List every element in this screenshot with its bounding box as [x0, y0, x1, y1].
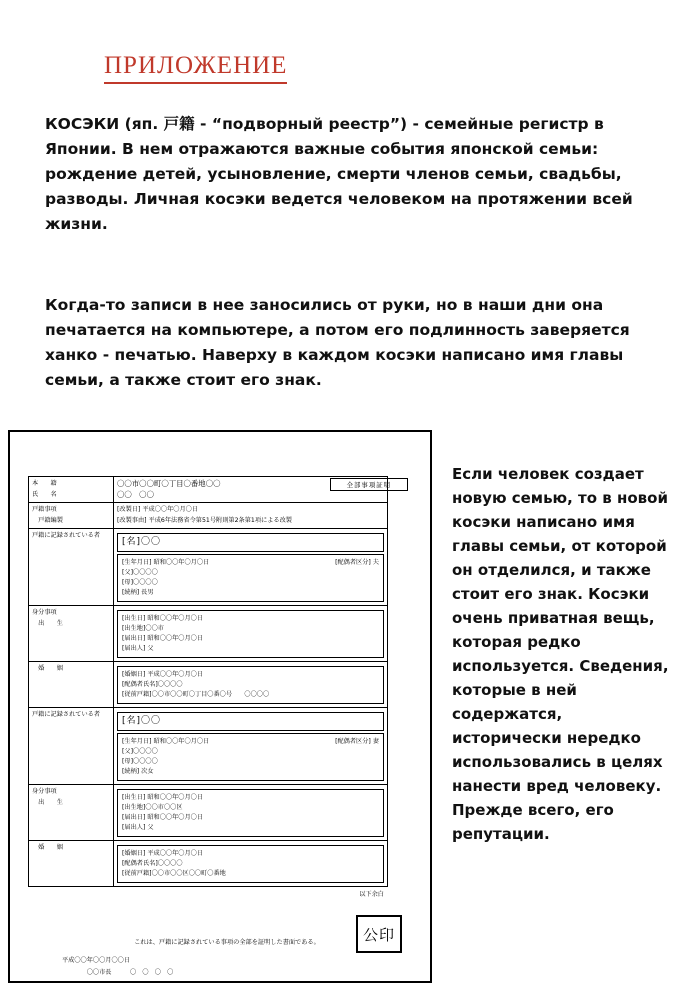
- detail-line: [婚姻日] 平成〇〇年〇月〇日: [122, 850, 204, 857]
- person-name-box: [117, 712, 384, 731]
- detail-box: [117, 789, 384, 837]
- row-label-line: 戸籍編製: [32, 516, 63, 524]
- detail-line: [出生日] 昭和〇〇年〇月〇日: [122, 794, 204, 801]
- row-value: [114, 606, 388, 662]
- row-value: [114, 477, 388, 503]
- detail-right: [配偶者区分] 妻: [335, 738, 379, 745]
- detail-line: [届出人] 父: [122, 824, 154, 831]
- table-row: [29, 529, 388, 606]
- detail-line: [父]〇〇〇〇: [122, 569, 158, 576]
- detail-line: [生年月日] 昭和〇〇年〇月〇日: [122, 559, 210, 566]
- row-label-line: 出 生: [32, 619, 63, 627]
- row-label: [29, 785, 114, 841]
- row-label-line: 婚 姻: [32, 844, 63, 851]
- row-label-line: 出 生: [32, 798, 63, 806]
- table-row: [29, 606, 388, 662]
- row-label-line: 戸籍事項: [32, 506, 57, 513]
- table-row: [29, 662, 388, 708]
- person-name: [名]〇〇: [122, 537, 162, 547]
- table-row: [29, 477, 388, 503]
- detail-line: [届出日] 昭和〇〇年〇月〇日: [122, 814, 204, 821]
- detail-box: [117, 666, 384, 704]
- detail-row: [122, 737, 379, 747]
- detail-line: [続柄] 長男: [122, 589, 154, 596]
- second-paragraph: Когда-то записи в нее заносились от руки, но в наши дни она печатается на компьютере, а потом его подлинность заверяется ханко - печатью. Наверху в каждом косэки написано имя главы семьи, а также стоит его знак.: [45, 296, 630, 389]
- row-value-line: [改製事由] 平成6年法務省令第51号附則第2条第1項による改製: [117, 516, 292, 524]
- person-name-box: [117, 533, 384, 552]
- row-label: [29, 662, 114, 708]
- intro-paragraph: КОСЭКИ (яп. 戸籍 - “подворный реестр”) - семейные регистр в Японии. В нем отражаются важные события японской семьи: рождение детей, усыновление, смерти членов семьи, свадьбы, разводы. Личная косэки ведется человеком на протяжении всей жизни.: [45, 115, 633, 233]
- row-value-line: 〇〇市〇〇町〇丁目〇番地〇〇: [117, 479, 221, 488]
- detail-line: [母]〇〇〇〇: [122, 579, 158, 586]
- detail-line: [届出人] 父: [122, 645, 154, 652]
- row-label: [29, 529, 114, 606]
- row-label-line: 婚 姻: [32, 665, 63, 672]
- detail-box: [117, 610, 384, 658]
- detail-line: [届出日] 昭和〇〇年〇月〇日: [122, 635, 204, 642]
- row-value-line: 〇〇 〇〇: [117, 489, 154, 499]
- row-value: [114, 708, 388, 785]
- detail-line: [母]〇〇〇〇: [122, 758, 158, 765]
- table-row: [29, 503, 388, 529]
- person-detail-box: [117, 554, 384, 602]
- row-label: [29, 477, 114, 503]
- detail-line: [配偶者氏名]〇〇〇〇: [122, 681, 183, 688]
- page-title: ПРИЛОЖЕНИЕ: [104, 52, 287, 84]
- koseki-document: [8, 430, 432, 983]
- official-seal: 公印: [356, 915, 402, 953]
- footer-line: 平成〇〇年〇〇月〇〇日: [62, 957, 131, 964]
- table-row: [29, 708, 388, 785]
- row-value: [114, 529, 388, 606]
- side-paragraph: Если человек создает новую семью, то в новой косэки написано имя главы семьи, от которой он отделился, и также стоит его знак. Косэки очень приватная вещь, которая редко используется. Сведения, которые в ней содержатся, исторически нередко использовались в целях нанести вред человеку. Прежде всего, его репутации.: [452, 465, 669, 843]
- detail-line: [生年月日] 昭和〇〇年〇月〇日: [122, 738, 210, 745]
- row-label-line: 戸籍に記録されている者: [32, 711, 101, 718]
- row-value: [114, 662, 388, 708]
- detail-line: [出生日] 昭和〇〇年〇月〇日: [122, 615, 204, 622]
- detail-line: [続柄] 次女: [122, 768, 154, 775]
- row-label-line: 身分事項: [32, 609, 57, 616]
- detail-line: [婚姻日] 平成〇〇年〇月〇日: [122, 671, 204, 678]
- row-label-line: 氏 名: [32, 490, 57, 498]
- row-label-line: 戸籍に記録されている者: [32, 532, 101, 539]
- table-row: [29, 785, 388, 841]
- row-label: [29, 708, 114, 785]
- detail-line: [出生地]〇〇市〇〇区: [122, 804, 183, 811]
- tail-note: 以下余白: [359, 891, 384, 898]
- koseki-table-wrapper: [28, 476, 388, 898]
- detail-line: [配偶者氏名]〇〇〇〇: [122, 860, 183, 867]
- detail-line: [従前戸籍]〇〇市〇〇町〇丁目〇番〇号 〇〇〇〇: [122, 691, 270, 698]
- row-label-line: 身分事項: [32, 788, 57, 795]
- koseki-table: [28, 476, 388, 887]
- document-stamp-header: 全部事項証明: [330, 478, 408, 491]
- person-detail-box: [117, 733, 384, 781]
- row-label: [29, 606, 114, 662]
- detail-line: [出生地]〇〇市: [122, 625, 164, 632]
- row-value: [114, 841, 388, 887]
- detail-box: [117, 845, 384, 883]
- row-value: [114, 503, 388, 529]
- detail-row: [122, 558, 379, 568]
- row-value-line: [改製日] 平成〇〇年〇月〇日: [117, 506, 199, 513]
- row-label-line: 本 籍: [32, 480, 57, 487]
- row-label: [29, 841, 114, 887]
- footer-line: これは、戸籍に記録されている事項の全部を証明した書面である。: [134, 939, 320, 946]
- detail-line: [従前戸籍]〇〇市〇〇区〇〇町〇番地: [122, 870, 226, 877]
- detail-right: [配偶者区分] 夫: [335, 559, 379, 566]
- row-label: [29, 503, 114, 529]
- document-footer: [62, 937, 392, 979]
- row-value: [114, 785, 388, 841]
- person-name: [名]〇〇: [122, 716, 162, 726]
- footer-line: 〇〇市長 〇 〇 〇 〇: [62, 969, 174, 976]
- detail-line: [父]〇〇〇〇: [122, 748, 158, 755]
- table-row: [29, 841, 388, 887]
